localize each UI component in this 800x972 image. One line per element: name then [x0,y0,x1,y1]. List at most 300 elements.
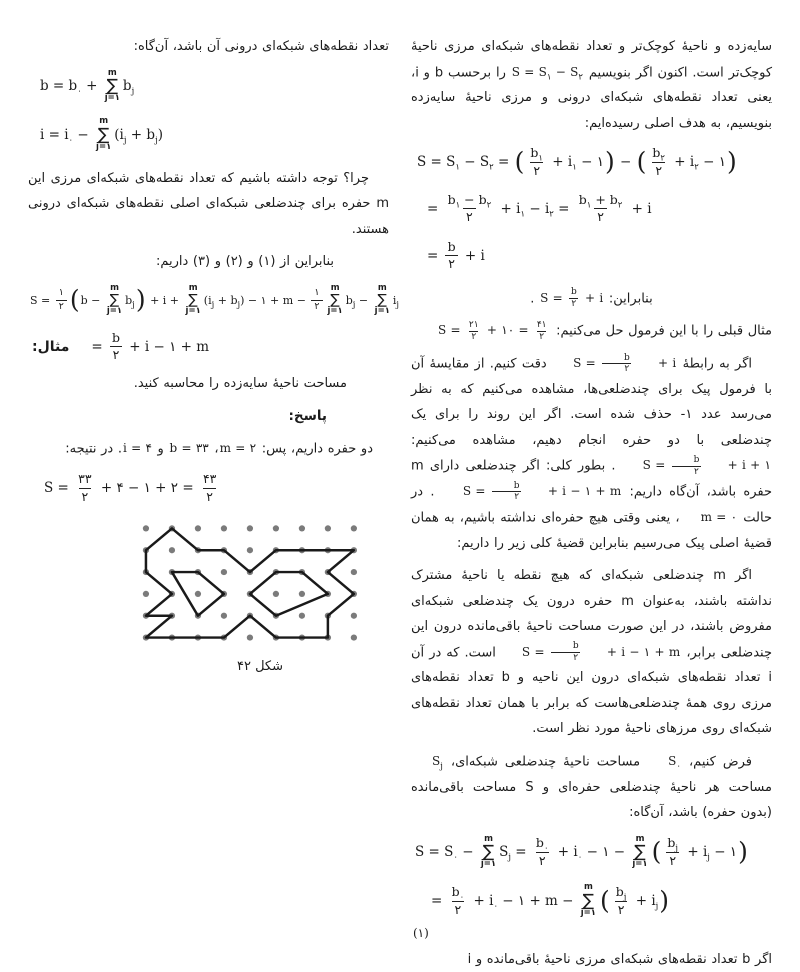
math-text: + [553,844,574,861]
lattice-dot [351,525,357,531]
math-text: b − [80,293,104,307]
lattice-dot [143,525,149,531]
sum-lower-limit: j=۱ [185,305,201,316]
inline-formula [442,479,622,505]
denominator: ۲ [539,331,545,342]
inline-formula [647,749,682,775]
subscript: j [237,299,241,310]
denominator: ۲ [203,488,216,505]
inline-formula [122,436,153,462]
math-text: − [551,64,571,79]
denominator: ۲ [79,488,92,505]
big-paren: ( [599,886,610,915]
subscript: j [623,892,627,903]
subscript: j [508,853,512,864]
big-paren: ) [738,837,748,867]
subscript: j [675,843,679,854]
denominator: ۲ [530,162,543,179]
math-text: + i − ۱ + m [543,484,622,498]
denominator: ۲ [551,652,580,663]
summation-symbol [632,835,647,871]
subscript: ۲ [578,71,583,82]
math-text: S = [438,323,465,338]
subscript: j [440,761,443,772]
math-symbol: $b_j$ [667,835,679,854]
math-symbol: $b_j$ [125,293,135,310]
sigma-glyph: ∑ [482,842,495,863]
sum-upper-limit: m [330,282,340,293]
math-text: + i + [146,293,183,307]
subscript: j [155,135,158,146]
numerator: ۲۱ [468,320,479,331]
lattice-dot [169,547,175,553]
fraction [109,330,123,364]
paragraph: بنابراین: S = $\frac{b}{۲}$ + i . [411,286,772,312]
math-text: + i [653,356,677,370]
paragraph: دو حفره داریم، پس: m = ۲ ، b = ۳۳ و i = ۴ . در نتیجه: [28,436,373,462]
sum-lower-limit: j=۱ [106,305,123,316]
math-symbol: $i_۰$ [489,893,499,912]
subscript: ۲ [486,200,492,211]
math-text: − [355,293,372,307]
formula-line [28,69,389,105]
display-formula [411,835,772,940]
numerator: b [112,329,121,345]
sum-upper-limit: m [188,282,198,293]
subscript: j [211,299,215,310]
fraction [535,320,549,342]
denominator: ۲ [463,208,476,225]
fraction [527,145,546,179]
big-paren: ( [514,147,525,177]
paragraph: مساحت ناحیهٔ سایه‌زده را محاسبه کنید. [133,376,347,392]
subscript: ۱ [546,71,552,82]
inline-formula [437,318,552,344]
fraction [664,835,681,869]
lattice-dot [273,525,279,531]
inline-formula [411,749,444,775]
numerator [445,192,495,211]
math-text: − [615,154,636,171]
subscript: ۱ [520,209,526,220]
fraction [467,320,481,342]
summation-symbol [107,284,122,317]
subscript: ۰ [77,87,82,98]
sigma-glyph: ∑ [106,76,119,97]
equation-number: (۱) [413,925,429,940]
sum-lower-limit: j=۱ [96,142,112,153]
denominator: ۲ [615,901,628,918]
numerator [449,884,468,903]
denominator: ۲ [571,298,577,309]
math-symbol: $i_۰$ [573,844,583,864]
math-text: S = [521,644,549,659]
math-symbol: $i_j$ [208,293,215,310]
subscript: j [132,299,135,310]
math-text: − ۱ − [582,844,630,861]
math-text: = [511,844,531,861]
numerator: ۴۱ [536,320,547,331]
math-text: S = [511,64,539,79]
math-symbol: $b_۲$ [478,192,492,211]
math-text: + ۴ − ۱ + ۲ = [96,480,198,497]
math-text: b = [40,78,69,95]
sum-upper-limit: m [635,833,645,844]
lattice-dot [221,525,227,531]
paragraph: اگر m چندضلعی شبکه‌ای که هیچ نقطه یا ناحیهٔ مشترک نداشته باشند، به‌عنوان m حفره درون یک چندضلعی شبکه‌ای مفروض باشند، در این صورت مساحت ناحیهٔ باقی‌مانده درون این چندضلعی برابر، S = $\frac{b}{۲}$ + i − ۱ + m است. که در آن i تعداد نقطه‌های شبکه‌ای درون این ناحیه و b تعداد نقطه‌های مرزی روی همهٔ چندضلعی‌هاست که برابر با همان تعداد نقطه‌های شبکه‌ای روی مرزهای ناحیهٔ مورد نظر است. [411,568,773,737]
math-symbol: $b_۰$ [68,78,82,98]
numerator: b [572,641,579,652]
formula-line [411,145,772,179]
fraction [445,239,459,273]
formula-line [91,330,209,364]
sigma-glyph: ∑ [377,291,387,308]
big-paren: ) [659,886,670,915]
subscript: ۱ [538,153,543,164]
fraction [649,145,668,179]
math-text: S = [540,290,567,305]
lattice-figure [28,518,389,674]
fraction [445,192,495,226]
lattice-dot [143,591,149,597]
math-text: − ۱ [698,154,726,171]
subscript: ۲ [489,162,494,173]
formula-line [28,282,400,317]
fraction [56,287,67,314]
math-symbol: $b_۲$ [609,192,623,211]
sigma-glyph: ∑ [97,124,110,145]
numerator [576,192,626,211]
sum-upper-limit: m [99,116,109,127]
figure-svg [129,518,375,649]
math-text: ( [203,293,209,307]
sum-upper-limit: m [107,67,117,78]
math-text: S = [415,844,445,861]
formula-line [411,883,772,919]
subscript: ۰ [459,892,465,903]
math-text: + [496,200,517,217]
fraction [576,192,626,226]
math-text: ( [114,127,120,143]
subscript: ۱ [455,200,461,211]
paragraph: اگر به رابطهٔ S = $\frac{b}{۲}$ + i دقت کنیم. از مقایسهٔ آن با فرمول پیک برای چندضلعی‌ها، مشاهده می‌کنیم که به نظر می‌رسد عدد ۱- حذف شده است. اگر این روند را برای یک چندضلعی با دو حفره انجام دهیم، مشاهده می‌کنیم: S = $\frac{b}{۲}$ + i + ۱ . بطور کلی: اگر چندضلعی دارای m حفره باشد، آن‌گاه داریم: S = $\frac{b}{۲}$ + i − ۱ + m . در حالت m = ۰ ، یعنی وقتی هیچ حفره‌ای نداشته باشیم، به همان قضیهٔ اصلی پیک می‌رسیم بنابراین قضیهٔ کلی زیر را داریم: [411,352,772,551]
summation-symbol [186,284,201,317]
big-paren: ) [726,147,737,177]
example-heading: مثال: [32,338,70,355]
sigma-glyph: ∑ [109,291,120,308]
sum-lower-limit: j=۱ [327,305,343,316]
inline-formula [511,60,584,86]
subscript: j [352,299,356,310]
denominator: ۲ [56,300,67,314]
left-column [28,34,400,920]
math-symbol: $S_۱$ [446,154,460,173]
math-text: + [469,893,490,909]
big-paren: ( [636,147,647,177]
math-text: + [683,844,703,861]
lattice-dot [299,591,305,597]
formula-line [411,239,772,273]
sum-upper-limit: m [377,282,387,293]
math-symbol: $i_۰$ [64,127,74,146]
denominator: ۲ [492,491,521,502]
bold-heading: پاسخ: [288,407,327,424]
math-text: − ۱ [709,844,738,861]
inline-formula [622,453,772,479]
subscript: j [123,135,127,146]
math-text: + i + ۱ [723,458,771,473]
fraction [75,471,94,505]
numerator [527,145,546,164]
paragraph: تعداد نقطه‌های شبکه‌ای درونی آن باشد، آن‌گاه: [133,39,389,54]
lattice-dot [195,525,201,531]
subscript: ۲ [694,162,699,173]
subscript: ۰ [68,135,74,146]
example-row [32,330,389,364]
math-symbol: $b_j$ [615,884,627,903]
summation-symbol [96,117,111,153]
display-formula [28,69,389,153]
math-symbol: $b_j$ [345,293,356,310]
subscript: ۱ [572,162,577,173]
sigma-glyph: ∑ [582,890,595,911]
denominator: ۲ [445,255,458,272]
lattice-dot [195,591,201,597]
fraction [672,455,702,477]
lattice-dot [351,634,357,640]
summation-symbol [481,835,496,871]
math-text: i = [40,127,65,143]
paragraph: اگر b تعداد نقطه‌های شبکه‌ای مرزی ناحیهٔ باقی‌مانده و i [467,951,772,967]
formula-line [28,471,389,505]
sum-upper-limit: m [583,882,593,893]
lattice-dot [351,613,357,619]
math-text: S = [573,356,600,370]
math-symbol: $i_۱$ [516,200,526,220]
big-paren: ( [69,285,80,315]
math-symbol: $i_j$ [702,844,710,864]
math-text: S = [642,458,670,473]
sum-upper-limit: m [110,282,119,293]
math-text: + [669,154,690,171]
summation-symbol [375,284,390,317]
subscript: ۰ [676,761,681,772]
math-text: − [459,154,480,171]
sigma-glyph: ∑ [634,842,646,863]
numerator: b [623,352,630,363]
lattice-dot [247,525,253,531]
math-symbol: $b_j$ [230,293,241,310]
sigma-glyph: ∑ [330,291,340,308]
math-text: + ۱۰ = [482,323,533,338]
math-symbol: $b_۰$ [451,884,465,903]
paragraph: بنابراین از (۱) و (۲) و (۳) داریم: [155,254,334,270]
math-text: − ۱ + m − [498,893,578,909]
numerator: ۱ [314,286,320,298]
math-text: = [91,338,107,355]
lattice-dot [299,613,305,619]
numerator: b [513,480,520,491]
inline-formula [680,505,739,531]
math-symbol: $i_j$ [651,893,659,912]
denominator: ۲ [536,852,549,869]
paragraph: سایه‌زده و ناحیهٔ کوچک‌تر و تعداد نقطه‌های شبکه‌ای مرزی ناحیهٔ کوچک‌تر است. اکنون اگر بنویسیم S = $S_۱$ − $S_۲$ را برحسب b و i، یعنی تعداد نقطه‌های شبکه‌ای درونی و مرزی ناحیهٔ سایه‌زده بنویسیم، به هدف اصلی رسیده‌ایم: [411,39,773,131]
fraction [492,481,522,503]
math-text: + [126,127,147,143]
summation-symbol [581,883,596,919]
sum-lower-limit: j=۱ [480,859,497,870]
inline-formula [501,640,681,666]
big-paren: ) [135,285,146,315]
math-symbol: $S_۰$ [668,753,681,772]
denominator: ۲ [652,162,665,179]
denominator: ۲ [602,363,631,374]
math-text: S = [30,293,54,307]
sum-lower-limit: j=۱ [104,93,120,104]
subscript: ۰ [493,901,499,912]
math-text: − ۱ [576,154,604,171]
inline-formula [539,286,604,312]
paragraph [28,404,327,430]
math-text: = [427,200,443,217]
math-text: ) [157,127,163,143]
fraction [311,287,322,314]
fraction [551,641,581,663]
paragraph: مثال قبلی را با این فرمول حل می‌کنیم: S = $\frac{۲۱}{۲}$ + ۱۰ = $\frac{۴۱}{۲}$ [411,318,772,344]
math-symbol: $i_۲$ [689,154,699,173]
math-symbol: $i_j$ [392,293,400,310]
sum-upper-limit: m [484,833,493,844]
subscript: ۲ [549,209,554,220]
denominator: ۲ [666,852,679,869]
subscript: ۰ [453,853,458,864]
numerator [649,145,668,164]
math-symbol: $b_۱$ [578,192,592,211]
hole-polygon [250,572,328,616]
sum-lower-limit: j=۱ [374,305,390,316]
math-text: S = [417,154,447,171]
lattice-dot [247,547,253,553]
math-text: + [214,293,231,307]
formula-line [411,192,772,226]
denominator: ۲ [311,300,322,314]
math-text: i = ۴ [122,441,152,456]
lattice-dot [351,569,357,575]
math-symbol: $b_۱$ [530,145,543,164]
denominator: ۲ [110,346,123,363]
math-text: b = ۳۳ [169,441,209,456]
denominator: ۲ [594,208,607,225]
summation-symbol [328,284,343,317]
big-paren: ( [651,837,662,867]
math-symbol: $S_۰$ [444,844,458,864]
subscript: j [707,853,710,864]
math-text: + [547,154,568,171]
inline-formula [552,351,677,377]
lattice-dot [299,525,305,531]
math-text: m = ۰ [700,509,738,524]
formula-line [411,835,772,871]
fraction [449,884,468,918]
subscript: ۲ [617,200,623,211]
numerator: b [447,238,456,254]
math-symbol: $b_j$ [146,127,158,146]
math-symbol: $b_۲$ [652,145,665,164]
math-text: S = [44,480,74,497]
paragraph: فرض کنیم، $S_۰$ مساحت ناحیهٔ چندضلعی شبکه‌ای، $S_j$ مساحت هر ناحیهٔ چندضلعی حفره‌ای و S مساحت باقی‌مانده (بدون حفره) باشد، آن‌گاه: [411,749,772,826]
numerator: ۳۳ [78,471,92,487]
math-text: + [591,192,610,207]
figure-caption: شکل ۴۲ [236,658,283,674]
numerator [613,884,630,903]
fraction [613,884,630,918]
numerator: ۴۳ [202,471,217,487]
subscript: j [655,901,659,912]
math-symbol: $b_j$ [122,78,135,98]
subscript: ۰ [543,843,549,854]
math-text: − [460,192,479,207]
inline-formula [168,436,209,462]
math-symbol: $b_۱$ [447,192,461,211]
math-text: m = ۲ [219,441,257,456]
lattice-dot [247,634,253,640]
sigma-glyph: ∑ [188,291,198,308]
math-symbol: $i_j$ [119,127,127,146]
fraction [533,835,552,869]
numerator: b [693,455,700,466]
right-column [411,34,773,967]
denominator: ۲ [672,466,701,477]
subscript: j [131,87,135,98]
big-paren: ) [604,147,615,177]
math-text: = [493,154,514,171]
math-symbol: $S_۲$ [479,154,494,173]
lattice-dot [273,591,279,597]
math-symbol: $b_۰$ [535,835,549,854]
math-text: + i [460,247,485,264]
sum-lower-limit: j=۱ [632,859,648,870]
math-text: − [457,844,478,861]
sum-lower-limit: j=۱ [580,908,596,919]
subscript: ۱ [586,200,592,211]
subscript: ۱ [455,162,460,173]
lattice-dot [325,525,331,531]
math-text: = [553,200,574,217]
fraction [569,287,579,309]
subscript: ۰ [577,853,583,864]
numerator [533,835,552,854]
numerator: b [570,287,577,298]
math-symbol: $S_j$ [499,844,512,864]
math-symbol: $S_j$ [432,753,443,772]
fraction [602,353,632,375]
math-text: + i [580,290,604,305]
formula-line [28,117,389,153]
display-formula [28,471,389,505]
numerator [664,835,681,854]
denominator: ۲ [471,331,477,342]
subscript: ۲ [660,153,665,164]
math-symbol: $S_۲$ [570,64,583,82]
lattice-dot [221,569,227,575]
math-text: + i − ۱ + m [602,644,681,659]
math-text: S = [462,484,490,498]
display-formula [28,282,400,317]
subscript: j [396,299,400,310]
math-text: + [81,78,102,95]
math-text: − [525,200,545,217]
math-symbol: $i_۲$ [544,200,554,220]
